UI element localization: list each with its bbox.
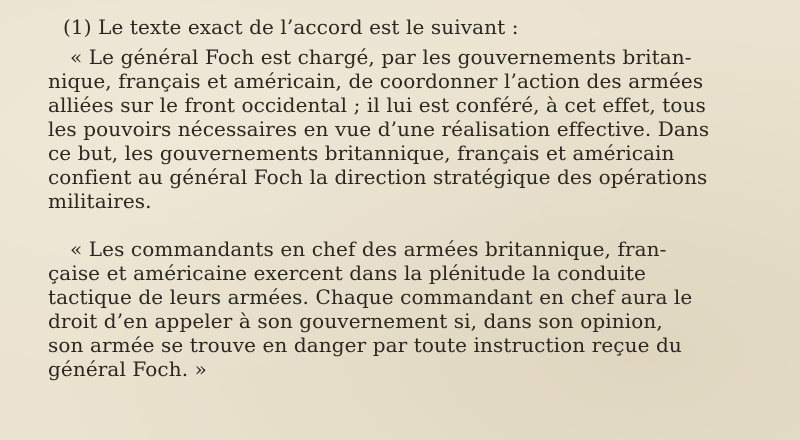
- text-line: « Les commandants en chef des armées britannique, fran-: [70, 237, 667, 261]
- text-line: alliées sur le front occidental ; il lui est conféré, à cet effet, tous: [48, 93, 706, 117]
- text-line: nique, français et américain, de coordonner l’action des armées: [48, 69, 704, 93]
- text-line: tactique de leurs armées. Chaque commandant en chef aura le: [48, 285, 693, 309]
- text-line: ce but, les gouvernements britannique, français et américain: [48, 141, 675, 165]
- text-line: son armée se trouve en danger par toute instruction reçue du: [48, 333, 682, 357]
- text-line: militaires.: [48, 189, 152, 213]
- text-line: droit d’en appeler à son gouvernement si, dans son opinion,: [48, 309, 663, 333]
- text-line: çaise et américaine exercent dans la plénitude la conduite: [48, 261, 646, 285]
- footnote-heading-line: (1) Le texte exact de l’accord est le suivant :: [63, 15, 519, 39]
- text-line: les pouvoirs nécessaires en vue d’une réalisation effective. Dans: [48, 117, 710, 141]
- text-line: « Le général Foch est chargé, par les gouvernements britan-: [70, 45, 692, 69]
- text-line: général Foch. »: [48, 357, 207, 381]
- text-line: confient au général Foch la direction stratégique des opérations: [48, 165, 708, 189]
